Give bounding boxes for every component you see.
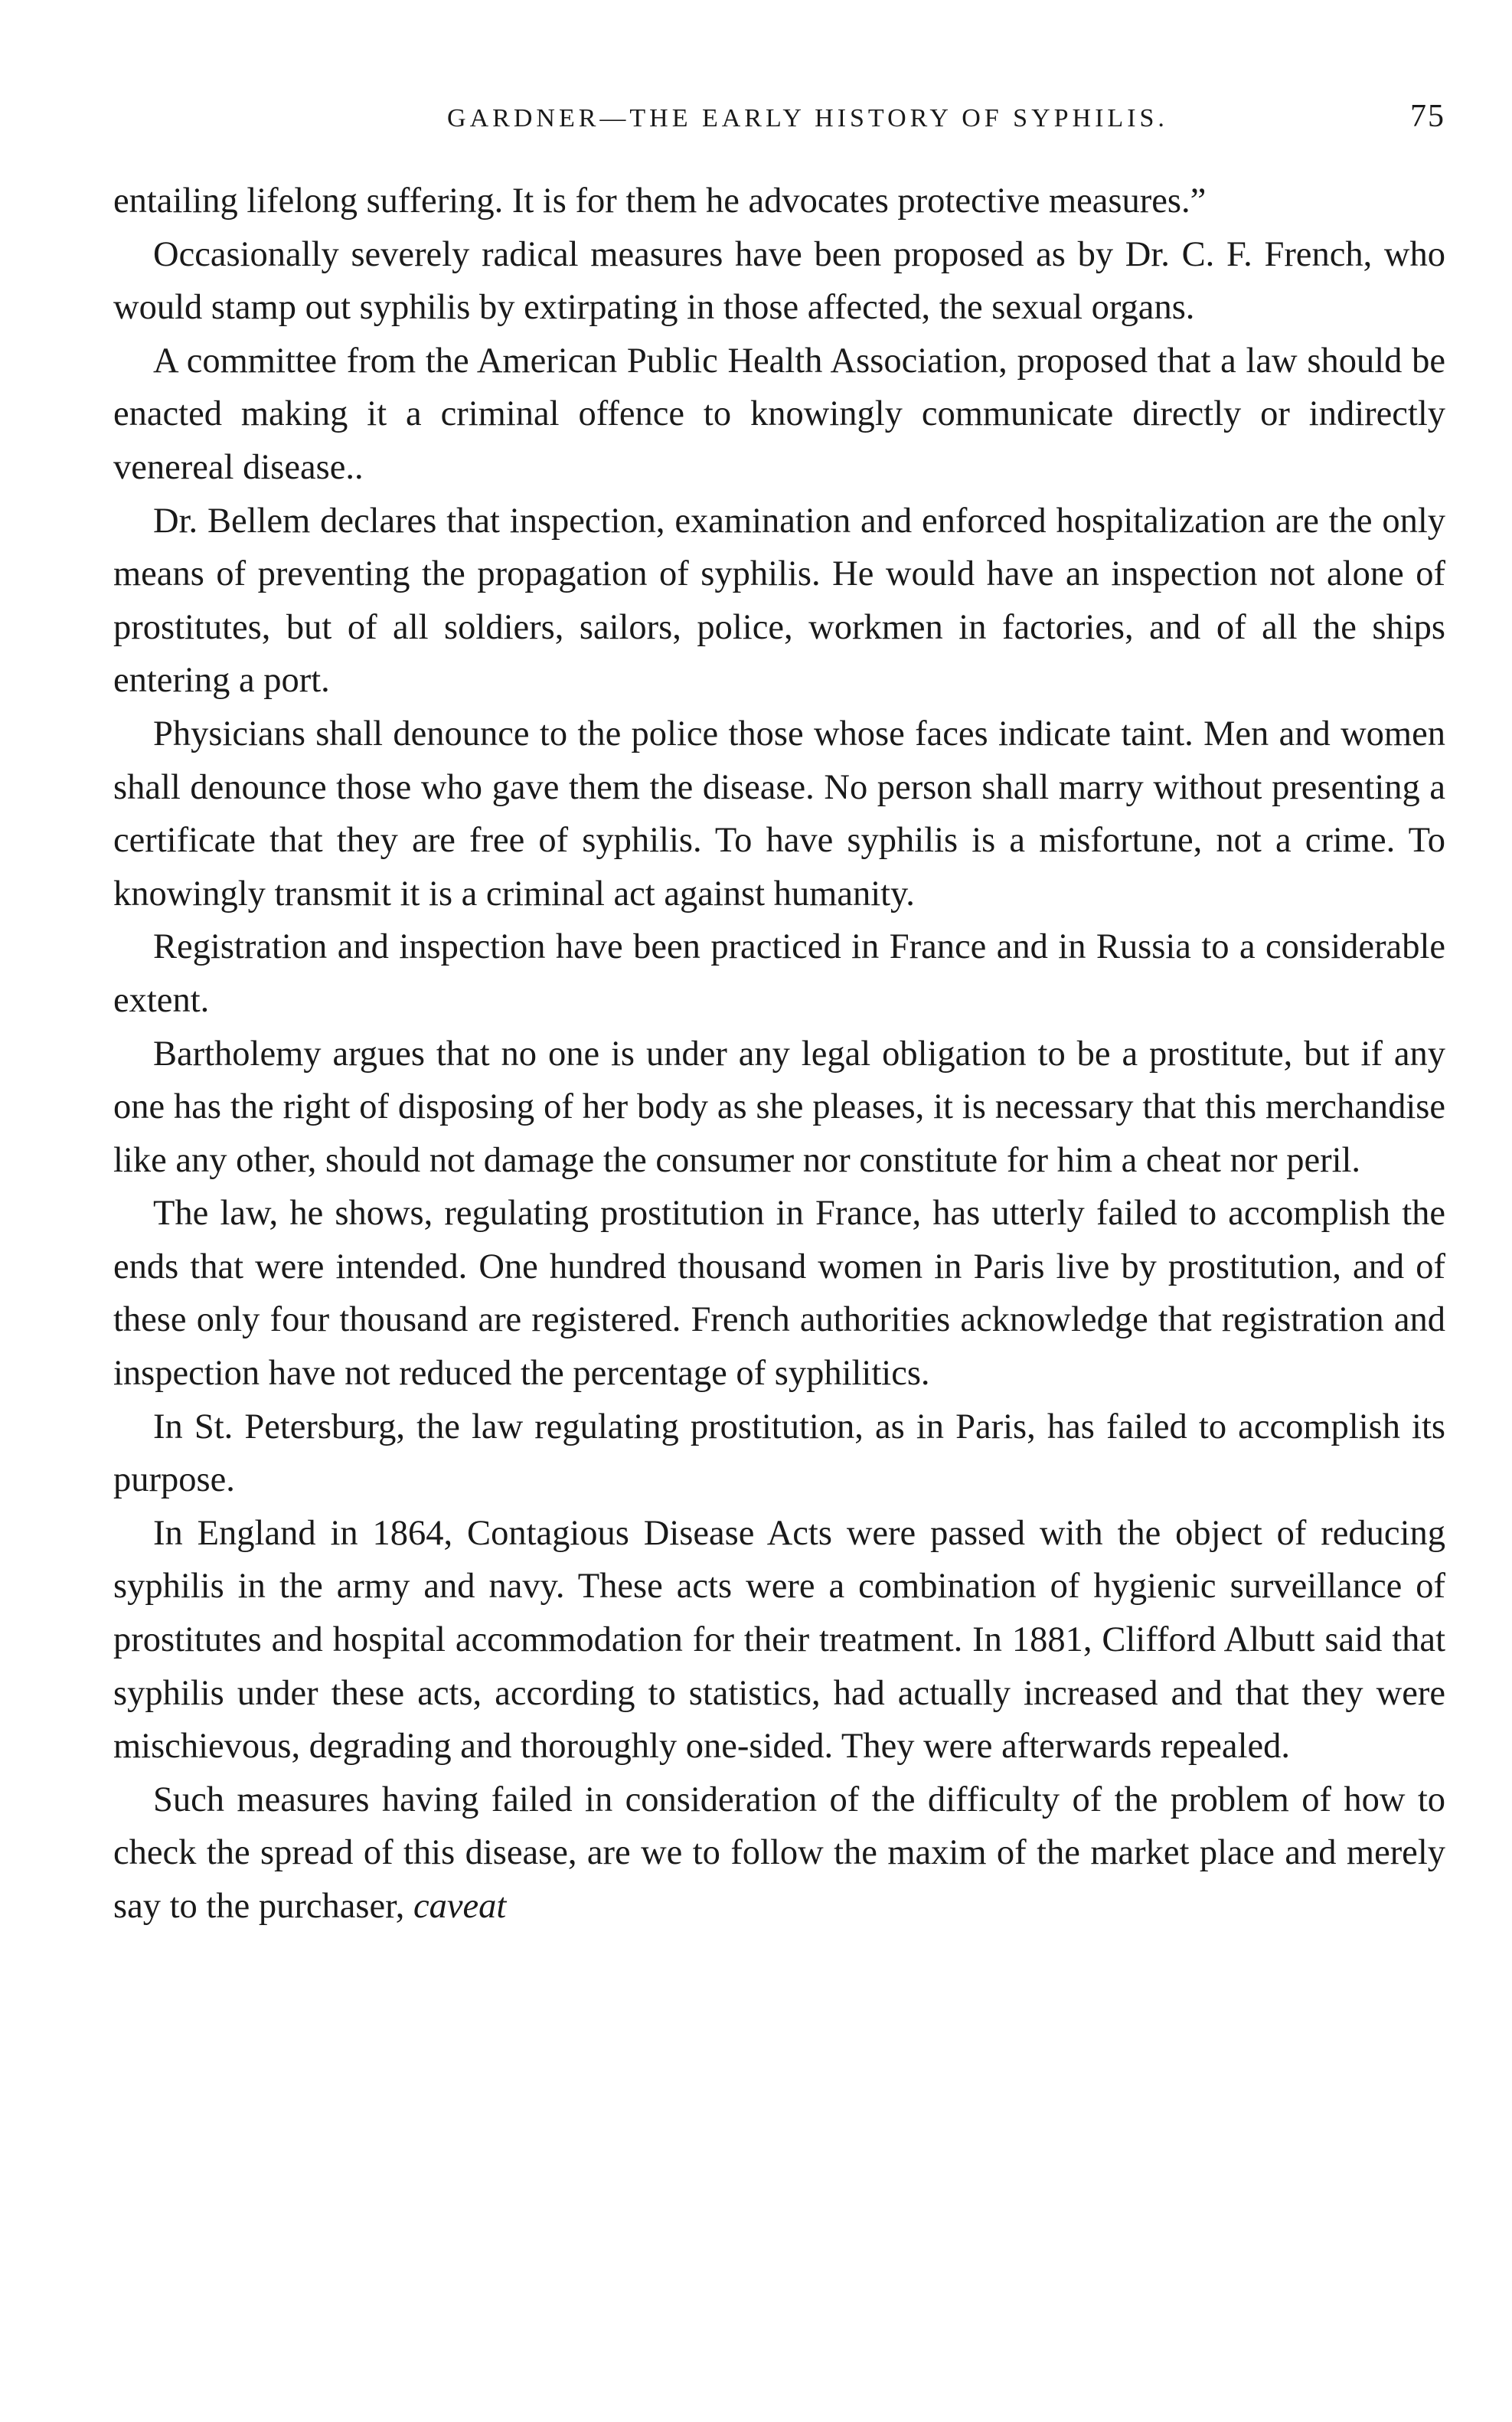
paragraph-committee: A committee from the American Public Health Association, proposed that a law should be enacted making it a criminal offence to knowingly communicate directly or indirectly venereal disease..	[113, 341, 1445, 487]
paragraph-bartholemy: Bartholemy argues that no one is under any legal obligation to be a prostitute, but if any one has the right of disposing of her body as she pleases, it is necessary that this merchandise like any other, should not damage the consumer nor constitute for him a cheat nor peril.	[113, 1034, 1445, 1180]
body-text	[113, 175, 1445, 1933]
paragraph-bellem: Dr. Bellem declares that inspection, examination and enforced hospitalization are the only means of preventing the propagation of syphilis. He would have an inspection not alone of prostitutes, but of all soldiers, sailors, police, workmen in factories, and of all the ships entering a port.	[113, 501, 1445, 701]
paragraph-continuation: entailing lifelong suffering. It is for them he advocates protective measures.”	[113, 181, 1207, 221]
paragraph-such-measures-text: Such measures having failed in consideration of the difficulty of the problem of how to check the spread of this disease, are we to follow the maxim of the market place and merely say to the purchaser,	[113, 1780, 1445, 1926]
page-number: 75	[1410, 99, 1445, 134]
running-title: GARDNER—THE EARLY HISTORY OF SYPHILIS.	[447, 104, 1168, 132]
document-page	[113, 98, 1445, 2365]
paragraph-french: Occasionally severely radical measures have been proposed as by Dr. C. F. French, who would stamp out syphilis by extirpating in those affected, the sexual organs.	[113, 234, 1445, 328]
paragraph-st-petersburg: In St. Petersburg, the law regulating prostitution, as in Paris, has failed to accomplish its purpose.	[113, 1407, 1445, 1500]
paragraph-registration: Registration and inspection have been practiced in France and in Russia to a considerable extent.	[113, 927, 1445, 1020]
italic-caveat: caveat	[413, 1887, 507, 1926]
paragraph-law-france: The law, he shows, regulating prostitution in France, has utterly failed to accomplish the ends that were intended. One hundred thousand women in Paris live by prostitution, and of these only four thousand are registered. French authorities acknowledge that registration and inspection have not reduced the percentage of syphilitics.	[113, 1194, 1445, 1394]
paragraph-physicians: Physicians shall denounce to the police those whose faces indicate taint. Men and women shall denounce those who gave them the disease. No person shall marry without presenting a certificate that they are free of syphilis. To have syphilis is a misfortune, not a crime. To knowingly transmit it is a criminal act against humanity.	[113, 714, 1445, 914]
paragraph-such-measures	[113, 1773, 1445, 1933]
paragraph-england: In England in 1864, Contagious Disease Acts were passed with the object of reducing syphilis in the army and navy. These acts were a combination of hygienic surveillance of prostitutes and hospital accommodation for their treatment. In 1881, Clifford Albutt said that syphilis under these acts, according to statistics, had actually increased and that they were mischievous, degrading and thoroughly one-sided. They were afterwards repealed.	[113, 1513, 1445, 1767]
running-head	[113, 98, 1445, 144]
